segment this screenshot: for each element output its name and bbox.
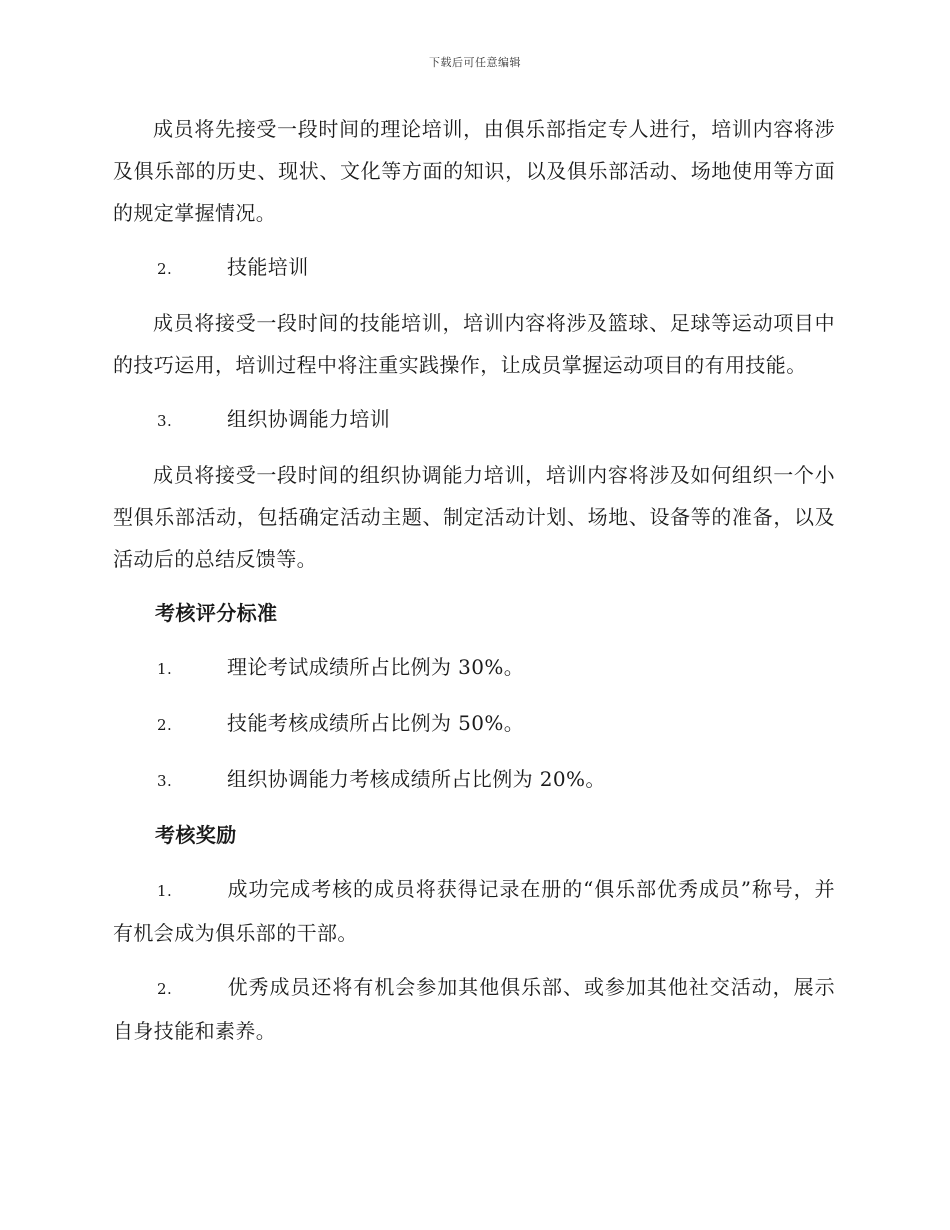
list-item-scoring-coordination xyxy=(113,758,835,802)
list-item-reward-opportunity xyxy=(113,966,835,1052)
list-item-text: 成功完成考核的成员将获得记录在册的“俱乐部优秀成员”称号，并有机会成为俱乐部的干部。 xyxy=(113,877,835,945)
list-item-text: 理论考试成绩所占比例为 30%。 xyxy=(227,655,525,679)
list-number: 2. xyxy=(157,716,173,734)
paragraph-theory-training: 成员将先接受一段时间的理论培训，由俱乐部指定专人进行，培训内容将涉及俱乐部的历史、现状、文化等方面的知识，以及俱乐部活动、场地使用等方面的规定掌握情况。 xyxy=(113,117,835,225)
list-item-text: 组织协调能力考核成绩所占比例为 20%。 xyxy=(227,767,606,791)
document-body xyxy=(113,108,835,1064)
list-item-text: 优秀成员还将有机会参加其他俱乐部、或参加其他社交活动，展示自身技能和素养。 xyxy=(113,975,835,1043)
page-header: 下载后可任意编辑 xyxy=(429,56,521,69)
list-number: 3. xyxy=(157,412,173,430)
list-item-reward-title xyxy=(113,868,835,954)
list-item-coordination-training xyxy=(113,398,835,442)
list-item-scoring-skill xyxy=(113,702,835,746)
paragraph-skill-training: 成员将接受一段时间的技能培训，培训内容将涉及篮球、足球等运动项目中的技巧运用，培训过程中将注重实践操作，让成员掌握运动项目的有用技能。 xyxy=(113,311,835,377)
list-number: 3. xyxy=(157,772,173,790)
paragraph-coordination-training: 成员将接受一段时间的组织协调能力培训，培训内容将涉及如何组织一个小型俱乐部活动，包括确定活动主题、制定活动计划、场地、设备等的准备，以及活动后的总结反馈等。 xyxy=(113,463,835,571)
list-number: 1. xyxy=(157,882,173,900)
list-item-text: 技能考核成绩所占比例为 50%。 xyxy=(227,711,525,735)
heading-scoring-standards: 考核评分标准 xyxy=(155,601,278,625)
list-number: 1. xyxy=(157,660,173,678)
list-item-text: 技能培训 xyxy=(227,255,309,279)
list-item-skill-training xyxy=(113,246,835,290)
heading-rewards: 考核奖励 xyxy=(155,823,237,847)
list-item-scoring-theory xyxy=(113,646,835,690)
list-number: 2. xyxy=(157,980,173,998)
list-number: 2. xyxy=(157,260,173,278)
list-item-text: 组织协调能力培训 xyxy=(227,407,391,431)
